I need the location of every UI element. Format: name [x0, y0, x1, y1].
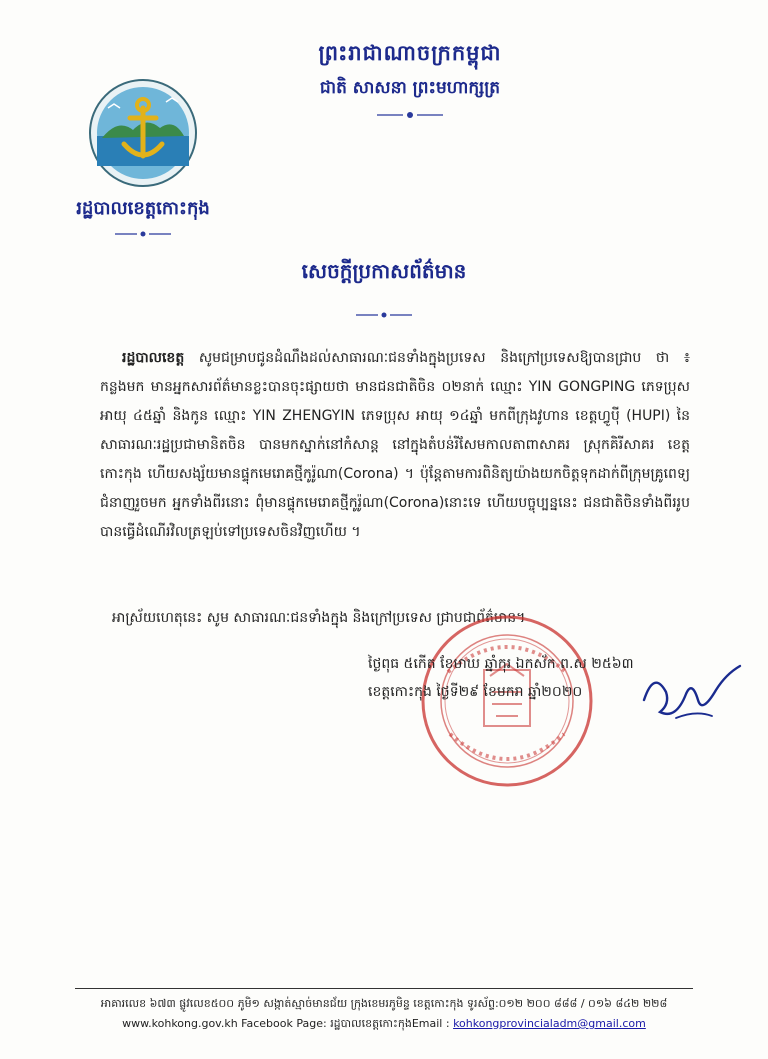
header-ornament-icon: [375, 110, 445, 120]
kingdom-header: [250, 40, 570, 120]
solar-date: ខេត្តកោះកុង ថ្ងៃទី២៩ ខែមករា ឆ្នាំ២០២០: [368, 684, 583, 700]
lunar-date: ថ្ងៃពុធ ៥កើត ខែមាឃ ឆ្នាំកុរ ឯកស័ក ព.ស ២៥៦៣: [368, 656, 634, 672]
kingdom-name: ព្រះរាជាណាចក្រកម្ពុជា: [318, 41, 502, 65]
document-title: [234, 258, 534, 320]
closing-sentence: អាស្រ័យហេតុនេះ សូម សាធារណៈជនទាំងក្នុង និងក្រៅប្រទេស ជ្រាបជាព័ត៌មាន។: [112, 610, 526, 626]
paragraph-text: សូមជម្រាបជូនដំណឹងដល់សាធារណៈជនទាំងក្នុងប្រទេស និងក្រៅប្រទេសឱ្យបានជ្រាប ថា ៖ កន្លងមក មានអ្នកសារព័ត៌មានខ្លះបានចុះផ្សាយថា មានជនជាតិចិន ០២នាក់ ឈ្មោះ YIN GONGPING ភេទប្រុស អាយុ ៤៥ឆ្នាំ និងកូន ឈ្មោះ YIN ZHENGYIN ភេទប្រុស អាយុ ១៤ឆ្នាំ មកពីក្រុងវូហាន ខេត្តហ្វូប៉ី (HUPI) នៃសាធារណៈរដ្ឋប្រជាមានិតចិន បានមកស្នាក់នៅកំសាន្ត នៅក្នុងតំបន់រីសែមកាលតាពាសាគរ ស្រុកគិរីសាគរ ខេត្តកោះកុង ហើយសង្ស័យមានផ្ទុកមេរោគថ្មីកូរ៉ូណា(Corona) ។ ប៉ុន្តែតាមការពិនិត្យយ៉ាងយកចិត្តទុកដាក់ពីក្រុមគ្រូពេទ្យជំនាញរួចមក អ្នកទាំងពីរនោះ ពុំមានផ្ទុកមេរោគថ្មីកូរ៉ូណា(Corona)នោះទេ ហើយបច្ចុប្បន្ននេះ ជនជាតិចិនទាំងពីររូបបានធ្វើដំណើរវិលត្រឡប់ទៅប្រទេសចិនវិញហើយ ។: [100, 350, 690, 540]
document-title-text: សេចក្ដីប្រកាសព័ត៌មាន: [301, 259, 467, 283]
admin-ornament-icon: [113, 229, 173, 239]
paragraph-lead: រដ្ឋបាលខេត្ត: [122, 350, 185, 366]
announcement-body: [100, 344, 690, 547]
provincial-emblem-icon: [88, 78, 198, 188]
footer-divider: [75, 988, 693, 989]
footer: [75, 994, 693, 1034]
date-block: [368, 650, 668, 706]
administration-name: [48, 196, 238, 239]
footer-contact: [75, 1014, 693, 1034]
footer-address: អាគារលេខ ៦៧៣ ផ្លូវលេខ៥០០ ភូមិ១ សង្កាត់ស្មាច់មានជ័យ ក្រុងខេមរភូមិន្ទ ខេត្តកោះកុង ទូរស័ព្ទ:០១២ ២០០ ៨៨៨ / ០១៦ ៨៤២ ២២៨: [100, 997, 668, 1010]
title-ornament-icon: [354, 310, 414, 320]
footer-contact-text: www.kohkong.gov.kh Facebook Page: រដ្ឋបាលខេត្តកោះកុងEmail :: [122, 1017, 450, 1030]
announcement-paragraph: [100, 344, 690, 547]
administration-name-text: រដ្ឋបាលខេត្តកោះកុង: [76, 198, 210, 219]
signature-icon: [636, 660, 746, 730]
national-motto: ជាតិ សាសនា ព្រះមហាក្សត្រ: [319, 78, 501, 98]
footer-email-link[interactable]: kohkongprovincialadm@gmail.com: [453, 1017, 646, 1030]
